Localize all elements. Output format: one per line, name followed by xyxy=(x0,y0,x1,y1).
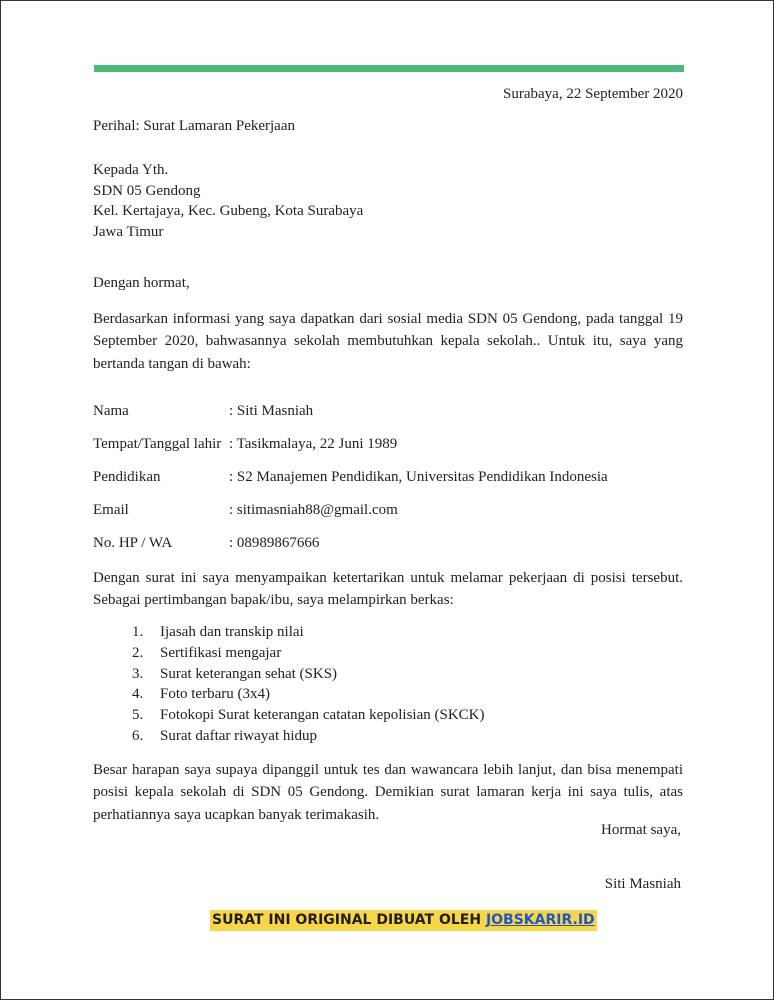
attachment-paragraph: Dengan surat ini saya menyampaikan ketertarikan untuk melamar pekerjaan di posisi tersebut. Sebagai pertimbangan bapak/ibu, saya melampirkan berkas: xyxy=(93,570,683,609)
recipient-line: Kel. Kertajaya, Kec. Gubeng, Kota Surabaya xyxy=(93,203,364,220)
intro-paragraph: Berdasarkan informasi yang saya dapatkan dari sosial media SDN 05 Gendong, pada tanggal 19 September 2020, bahwasannya sekolah membutuhkan kepala sekolah.. Untuk itu, saya yang bertanda tangan di bawah: xyxy=(93,311,683,372)
list-item xyxy=(132,726,485,747)
footer-link[interactable]: JOBSKARIR.ID xyxy=(485,912,595,928)
field-label: Tempat/Tanggal lahir xyxy=(93,436,222,452)
list-number: 5. xyxy=(132,707,144,724)
list-item xyxy=(132,664,485,685)
list-text: Fotokopi Surat keterangan catatan kepolisian (SKCK) xyxy=(160,707,485,724)
applicant-row-name xyxy=(93,403,313,420)
list-item xyxy=(132,705,485,726)
applicant-row-email xyxy=(93,502,398,519)
greeting: Dengan hormat, xyxy=(93,275,190,291)
signature-name: Siti Masniah xyxy=(604,876,681,892)
field-value: : 08989867666 xyxy=(229,535,320,551)
attachment-list xyxy=(132,622,485,747)
field-value: : Tasikmalaya, 22 Juni 1989 xyxy=(229,436,398,452)
list-text: Ijasah dan transkip nilai xyxy=(160,624,304,640)
field-label: Pendidikan xyxy=(93,469,161,485)
applicant-row-education xyxy=(93,469,608,486)
recipient-line: Kepada Yth. xyxy=(93,162,169,178)
field-label: Email xyxy=(93,502,129,518)
list-number: 3. xyxy=(132,665,144,682)
list-item xyxy=(132,684,485,705)
header-accent-bar xyxy=(94,65,684,72)
recipient-address xyxy=(93,160,363,243)
list-number: 2. xyxy=(132,644,144,661)
list-text: Surat daftar riwayat hidup xyxy=(160,727,318,744)
letter-subject: Perihal: Surat Lamaran Pekerjaan xyxy=(93,118,296,134)
closing-salutation: Hormat saya, xyxy=(601,822,681,838)
recipient-line: SDN 05 Gendong xyxy=(93,182,201,199)
applicant-row-phone xyxy=(93,535,319,552)
list-item xyxy=(132,622,485,643)
field-value: : sitimasniah88@gmail.com xyxy=(229,502,398,518)
footer-text: SURAT INI ORIGINAL DIBUAT OLEH xyxy=(212,912,486,928)
letter-date: Surabaya, 22 September 2020 xyxy=(503,86,683,102)
list-text: Sertifikasi mengajar xyxy=(160,644,282,661)
applicant-row-birth xyxy=(93,436,397,453)
list-text: Surat keterangan sehat (SKS) xyxy=(160,665,338,682)
closing-paragraph: Besar harapan saya supaya dipanggil untuk tes dan wawancara lebih lanjut, dan bisa menempati posisi kepala sekolah di SDN 05 Gendong. Demikian surat lamaran kerja ini saya tulis, atas perhatiannya saya ucapkan banyak terimakasih. xyxy=(93,762,683,823)
footer-banner xyxy=(210,910,597,931)
list-item xyxy=(132,643,485,664)
list-number: 4. xyxy=(132,686,144,703)
field-value: : S2 Manajemen Pendidikan, Universitas Pendidikan Indonesia xyxy=(229,469,608,485)
recipient-line: Jawa Timur xyxy=(93,224,164,241)
list-number: 1. xyxy=(132,624,144,640)
field-label: No. HP / WA xyxy=(93,535,173,551)
field-label: Nama xyxy=(93,403,129,419)
list-number: 6. xyxy=(132,727,144,744)
list-text: Foto terbaru (3x4) xyxy=(160,686,270,703)
field-value: : Siti Masniah xyxy=(229,403,314,419)
